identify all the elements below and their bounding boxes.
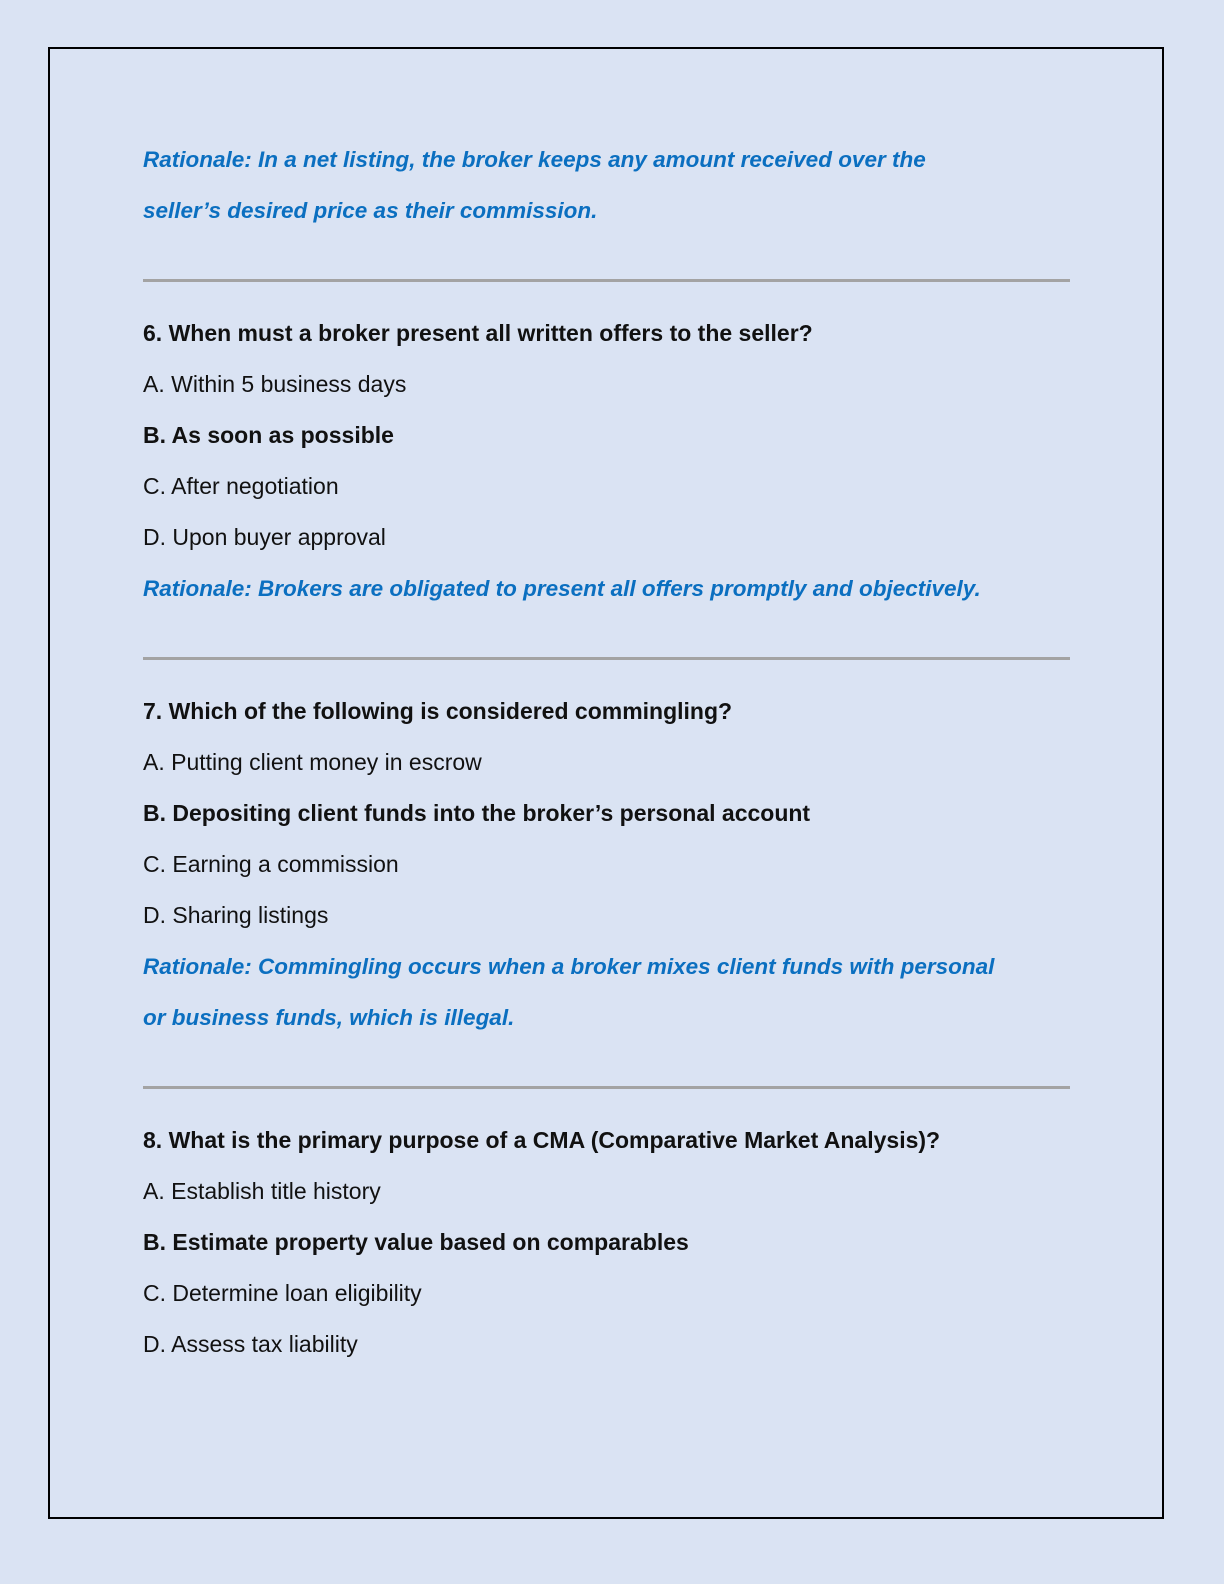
document-content xyxy=(143,134,1070,1370)
rationale-line: seller’s desired price as their commission. xyxy=(143,198,598,223)
answer-option-b-correct: B. Estimate property value based on comparables xyxy=(143,1229,689,1255)
question-block-6 xyxy=(143,308,1070,614)
answer-option-a: A. Putting client money in escrow xyxy=(143,749,482,775)
question-text: 8. What is the primary purpose of a CMA (Comparative Market Analysis)? xyxy=(143,1127,941,1153)
rationale-line: Rationale: In a net listing, the broker keeps any amount received over the xyxy=(143,147,926,172)
question-block-7 xyxy=(143,686,1070,1043)
answer-option-c: C. After negotiation xyxy=(143,473,339,499)
answer-option-a: A. Within 5 business days xyxy=(143,371,407,397)
answer-option-d: D. Assess tax liability xyxy=(143,1331,358,1357)
answer-option-b-correct: B. As soon as possible xyxy=(143,422,394,448)
question-text: 6. When must a broker present all written offers to the seller? xyxy=(143,320,813,346)
answer-option-c: C. Determine loan eligibility xyxy=(143,1280,422,1306)
rationale-block-q5 xyxy=(143,134,1070,236)
answer-option-a: A. Establish title history xyxy=(143,1178,381,1204)
answer-option-d: D. Upon buyer approval xyxy=(143,524,386,550)
question-text: 7. Which of the following is considered commingling? xyxy=(143,698,733,724)
answer-option-d: D. Sharing listings xyxy=(143,902,329,928)
answer-option-b-correct: B. Depositing client funds into the broker’s personal account xyxy=(143,800,811,826)
rationale-line: Rationale: Commingling occurs when a broker mixes client funds with personal xyxy=(143,954,995,979)
answer-option-c: C. Earning a commission xyxy=(143,851,399,877)
question-block-8 xyxy=(143,1115,1070,1370)
rationale-line: or business funds, which is illegal. xyxy=(143,1005,515,1030)
rationale-line: Rationale: Brokers are obligated to present all offers promptly and objectively. xyxy=(143,576,981,601)
